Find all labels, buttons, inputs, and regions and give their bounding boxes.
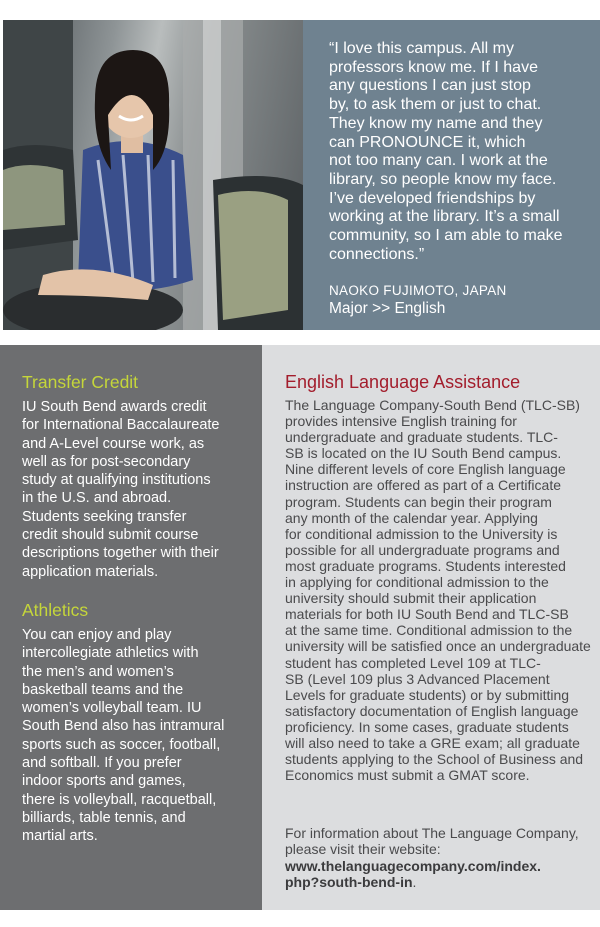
student-photo	[3, 20, 303, 330]
english-assistance-body: The Language Company-South Bend (TLC-SB) provides intensive English training for undergraduate and graduate students. TLC- SB is located on the IU South Bend campus. Nine different levels of core English language instruction are offered as part of a Certificate program. Students can begin their program any month of the calendar year. Applying for conditional admission to the University is possible for all undergraduate programs and most graduate programs. Students interested in applying for conditional admission to the university should submit their application materials for both IU South Bend and TLC-SB at the same time. Conditional admission to the university will be satisfied once an undergraduate student has completed Level 109 at TLC- SB (Level 109 plus 3 Advanced Placement Levels for graduate students) or by submitting satisfactory documentation of English language proficiency. In some cases, graduate students will also need to take a GRE exam; all graduate students applying to the School of Business and Economics must submit a GMAT score.	[285, 397, 591, 784]
transfer-credit-heading: Transfer Credit	[22, 372, 139, 392]
student-major: Major >> English	[329, 300, 446, 317]
language-company-url-line2[interactable]: php?south-bend-in	[285, 874, 413, 891]
athletics-body: You can enjoy and play intercollegiate athletics with the men’s and women’s basketball teams and the women’s volleyball team. IU South Bend also has intramural sports such as soccer, football, and softball. If you prefer indoor sports and games, there is volleyball, racquetball, billiards, table tennis, and martial arts.	[22, 627, 225, 845]
language-company-info: For information about The Language Company, please visit their website:	[285, 825, 579, 858]
student-name: NAOKO FUJIMOTO, JAPAN	[329, 283, 507, 298]
english-assistance-heading: English Language Assistance	[285, 372, 521, 392]
student-quote: “I love this campus. All my professors know me. If I have any questions I can just stop by, to ask them or just to chat. They know my name and they can PRONOUNCE it, which not too many can. I work at the library, so people know my face. I’ve developed friendships by working at the library. It’s a small community, so I am able to make connections.”	[329, 40, 563, 263]
language-company-url-line1[interactable]: www.thelanguagecompany.com/index.	[285, 858, 541, 874]
student-photo-illustration	[3, 20, 303, 330]
language-company-url-block	[285, 858, 597, 890]
url-period: .	[412, 874, 417, 891]
athletics-heading: Athletics	[22, 600, 89, 620]
transfer-credit-body: IU South Bend awards credit for International Baccalaureate and A-Level course work, as well as for post-secondary study at qualifying institutions in the U.S. and abroad. Students seeking transfer credit should submit course descriptions together with their application materials.	[22, 399, 220, 580]
